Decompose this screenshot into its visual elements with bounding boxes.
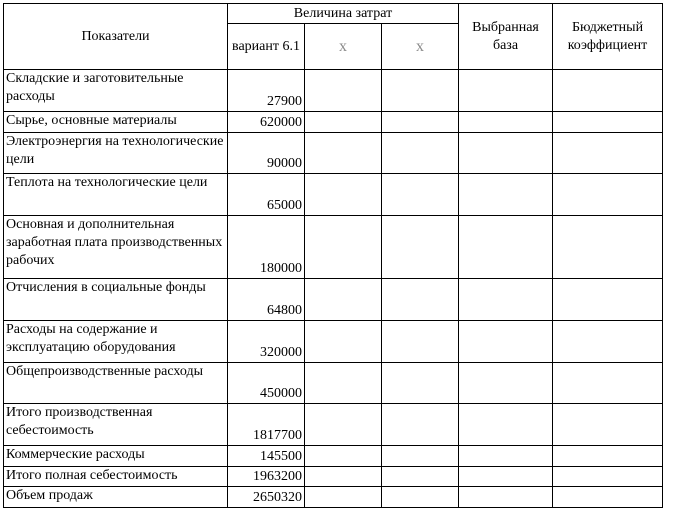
- row-value: 145500: [228, 446, 305, 467]
- header-x-2: x: [382, 24, 459, 70]
- row-value: 64800: [228, 279, 305, 321]
- empty-cell: [382, 70, 459, 112]
- row-label: Электроэнергия на технологические цели: [4, 133, 228, 174]
- empty-cell: [382, 467, 459, 487]
- empty-cell: [382, 216, 459, 279]
- row-value: 27900: [228, 70, 305, 112]
- empty-cell: [553, 446, 663, 467]
- empty-cell: [553, 363, 663, 404]
- empty-cell: [382, 112, 459, 133]
- table-row: [4, 112, 663, 133]
- table-row: [4, 446, 663, 467]
- row-label: Теплота на технологические цели: [4, 174, 228, 216]
- empty-cell: [459, 112, 553, 133]
- empty-cell: [553, 321, 663, 363]
- table-row: [4, 404, 663, 446]
- row-value: 90000: [228, 133, 305, 174]
- row-label: Коммерческие расходы: [4, 446, 228, 467]
- row-value: 320000: [228, 321, 305, 363]
- empty-cell: [382, 446, 459, 467]
- empty-cell: [553, 467, 663, 487]
- table-row: [4, 216, 663, 279]
- empty-cell: [459, 487, 553, 508]
- row-label: Общепроизводственные расходы: [4, 363, 228, 404]
- table-row: [4, 174, 663, 216]
- row-label: Сырье, основные материалы: [4, 112, 228, 133]
- row-label: Итого полная себестоимость: [4, 467, 228, 487]
- row-label: Объем продаж: [4, 487, 228, 508]
- row-value: 450000: [228, 363, 305, 404]
- header-chosen-base: Выбранная база: [459, 4, 553, 70]
- empty-cell: [459, 446, 553, 467]
- empty-cell: [305, 216, 382, 279]
- empty-cell: [459, 133, 553, 174]
- empty-cell: [459, 70, 553, 112]
- table-row: [4, 133, 663, 174]
- empty-cell: [459, 321, 553, 363]
- row-value: 65000: [228, 174, 305, 216]
- empty-cell: [305, 446, 382, 467]
- header-budget-coefficient: Бюджетный коэффициент: [553, 4, 663, 70]
- table-row: [4, 363, 663, 404]
- empty-cell: [553, 487, 663, 508]
- row-value: 1817700: [228, 404, 305, 446]
- empty-cell: [553, 404, 663, 446]
- empty-cell: [553, 174, 663, 216]
- empty-cell: [382, 363, 459, 404]
- empty-cell: [382, 321, 459, 363]
- row-label: Итого производственная себестоимость: [4, 404, 228, 446]
- table-row: [4, 279, 663, 321]
- row-value: 2650320: [228, 487, 305, 508]
- empty-cell: [305, 279, 382, 321]
- empty-cell: [553, 112, 663, 133]
- empty-cell: [305, 133, 382, 174]
- table-row: [4, 487, 663, 508]
- row-label: Основная и дополнительная заработная плата производственных рабочих: [4, 216, 228, 279]
- cost-table: [3, 3, 663, 508]
- empty-cell: [459, 279, 553, 321]
- row-value: 1963200: [228, 467, 305, 487]
- empty-cell: [305, 174, 382, 216]
- row-label: Расходы на содержание и эксплуатацию оборудования: [4, 321, 228, 363]
- empty-cell: [553, 216, 663, 279]
- empty-cell: [382, 404, 459, 446]
- empty-cell: [382, 279, 459, 321]
- row-label: Отчисления в социальные фонды: [4, 279, 228, 321]
- empty-cell: [553, 279, 663, 321]
- empty-cell: [459, 404, 553, 446]
- empty-cell: [459, 467, 553, 487]
- row-value: 180000: [228, 216, 305, 279]
- empty-cell: [382, 174, 459, 216]
- table-row: [4, 70, 663, 112]
- header-variant: вариант 6.1: [228, 24, 305, 70]
- table-row: [4, 467, 663, 487]
- empty-cell: [382, 487, 459, 508]
- empty-cell: [553, 133, 663, 174]
- header-x-1: x: [305, 24, 382, 70]
- header-cost-group: Величина затрат: [228, 4, 459, 24]
- table-row: [4, 321, 663, 363]
- empty-cell: [305, 70, 382, 112]
- empty-cell: [305, 467, 382, 487]
- empty-cell: [553, 70, 663, 112]
- header-indicators: Показатели: [4, 4, 228, 70]
- empty-cell: [305, 112, 382, 133]
- empty-cell: [305, 404, 382, 446]
- empty-cell: [305, 363, 382, 404]
- empty-cell: [305, 321, 382, 363]
- empty-cell: [459, 363, 553, 404]
- empty-cell: [305, 487, 382, 508]
- row-label: Складские и заготовительные расходы: [4, 70, 228, 112]
- empty-cell: [382, 133, 459, 174]
- empty-cell: [459, 174, 553, 216]
- row-value: 620000: [228, 112, 305, 133]
- empty-cell: [459, 216, 553, 279]
